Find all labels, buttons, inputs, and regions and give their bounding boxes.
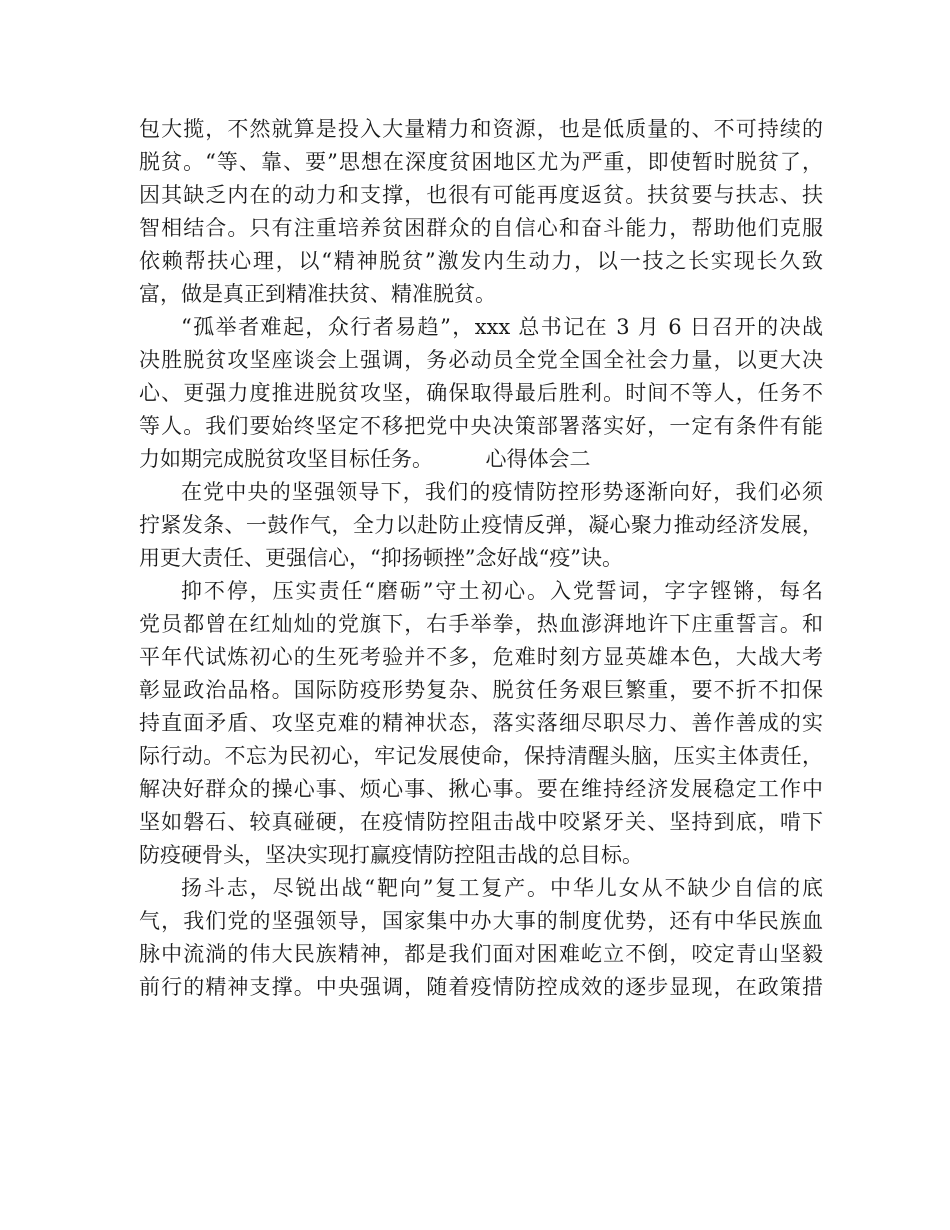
text-line: 扬斗志，尽锐出战“靶向”复工复产。中华儿女从不缺少自信的底 xyxy=(181,876,823,900)
text-line: 彰显政治品格。国际防疫形势复杂、脱贫任务艰巨繁重，要不折不扣保 xyxy=(139,678,823,702)
text-line: 智相结合。只有注重培养贫困群众的自信心和奋斗能力，帮助他们克服 xyxy=(139,216,823,240)
text-line: 力如期完成脱贫攻坚目标任务。 心得体会二 xyxy=(139,447,591,471)
text-line: 气，我们党的坚强领导，国家集中办大事的制度优势，还有中华民族血 xyxy=(139,909,823,933)
text-line: 富，做是真正到精准扶贫、精准脱贫。 xyxy=(139,282,496,306)
text-line: 心、更强力度推进脱贫攻坚，确保取得最后胜利。时间不等人，任务不 xyxy=(139,381,823,405)
text-line: 持直面矛盾、攻坚克难的精神状态，落实落细尽职尽力、善作善成的实 xyxy=(139,711,823,735)
text-line: 拧紧发条、一鼓作气，全力以赴防止疫情反弹，凝心聚力推动经济发展， xyxy=(139,513,823,537)
text-line: 脉中流淌的伟大民族精神，都是我们面对困难屹立不倒，咬定青山坚毅 xyxy=(139,942,823,966)
text-line: 际行动。不忘为民初心，牢记发展使命，保持清醒头脑，压实主体责任， xyxy=(139,744,823,768)
text-line: 前行的精神支撑。中央强调，随着疫情防控成效的逐步显现，在政策措 xyxy=(139,975,823,999)
text-line: 决胜脱贫攻坚座谈会上强调，务必动员全党全国全社会力量，以更大决 xyxy=(139,348,823,372)
text-line: 党员都曾在红灿灿的党旗下，右手举拳，热血澎湃地许下庄重誓言。和 xyxy=(139,612,823,636)
document-body xyxy=(139,113,823,1004)
text-line: 坚如磐石、较真碰硬，在疫情防控阻击战中咬紧牙关、坚持到底，啃下 xyxy=(139,810,823,834)
text-line: 依赖帮扶心理，以“精神脱贫”激发内生动力，以一技之长实现长久致 xyxy=(139,249,823,273)
text-line: 等人。我们要始终坚定不移把党中央决策部署落实好，一定有条件有能 xyxy=(139,414,823,438)
text-line: 用更大责任、更强信心，“抑扬顿挫”念好战“疫”诀。 xyxy=(139,546,623,570)
text-line: 脱贫。“等、靠、要”思想在深度贫困地区尤为严重，即使暂时脱贫了， xyxy=(139,150,823,174)
text-line: 防疫硬骨头，坚决实现打赢疫情防控阻击战的总目标。 xyxy=(139,843,643,867)
text-line: “孤举者难起，众行者易趋”，xxx 总书记在 3 月 6 日召开的决战 xyxy=(181,315,823,339)
text-line: 解决好群众的操心事、烦心事、揪心事。要在维持经济发展稳定工作中 xyxy=(139,777,823,801)
text-line: 因其缺乏内在的动力和支撑，也很有可能再度返贫。扶贫要与扶志、扶 xyxy=(139,183,823,207)
text-line: 包大揽，不然就算是投入大量精力和资源，也是低质量的、不可持续的 xyxy=(139,117,823,141)
text-line: 平年代试炼初心的生死考验并不多，危难时刻方显英雄本色，大战大考 xyxy=(139,645,823,669)
text-line: 在党中央的坚强领导下，我们的疫情防控形势逐渐向好，我们必须 xyxy=(181,480,823,504)
text-line: 抑不停，压实责任“磨砺”守土初心。入党誓词，字字铿锵，每名 xyxy=(181,579,823,603)
